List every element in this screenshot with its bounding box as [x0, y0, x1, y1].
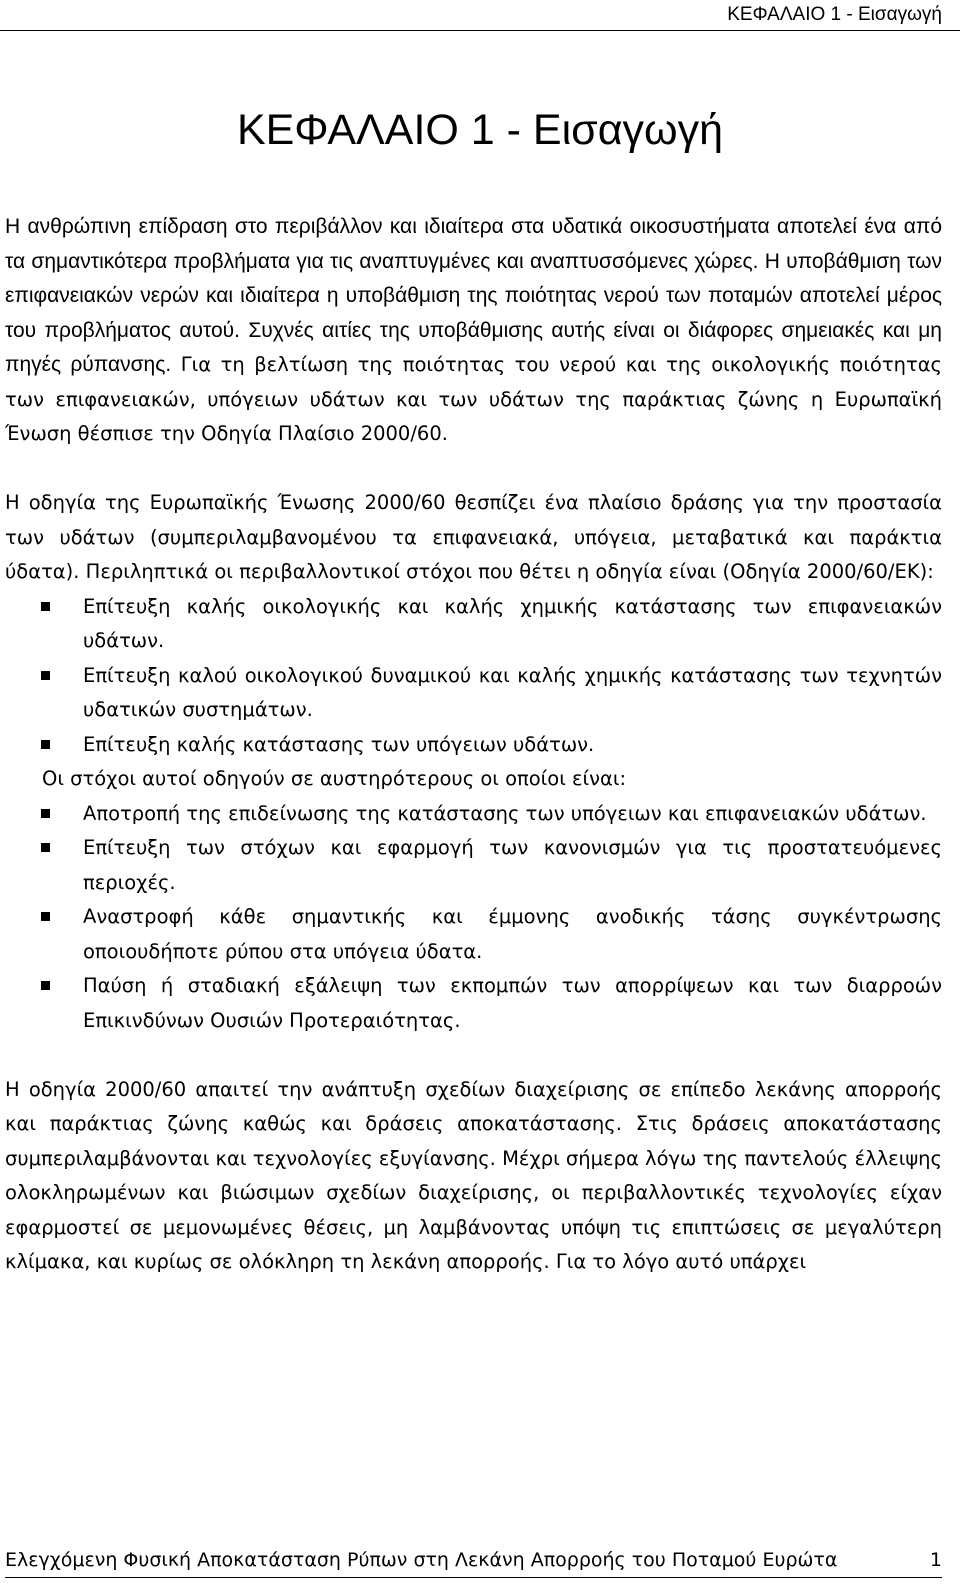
- list-item-text: Επίτευξη των στόχων και εφαρμογή των κανονισμών για τις προστατευόμενες περιοχές.: [83, 836, 942, 894]
- header-rule: [0, 30, 960, 31]
- footer-rule: [5, 1577, 942, 1578]
- bullet-square-icon: [41, 843, 50, 852]
- list-item-text: Παύση ή σταδιακή εξάλειψη των εκπομπών των απορρίψεων και των διαρροών Επικινδύνων Ουσιών Προτεραιότητας.: [83, 974, 942, 1032]
- goals-list: [5, 590, 942, 763]
- list-item: [5, 900, 942, 969]
- bullet-square-icon: [41, 981, 50, 990]
- bullet-square-icon: [41, 671, 50, 680]
- bullet-square-icon: [41, 602, 50, 611]
- strict-goals-intro: Οι στόχοι αυτοί οδηγούν σε αυστηρότερους οι οποίοι είναι:: [42, 767, 627, 790]
- list-item-text: Επίτευξη καλής οικολογικής και καλής χημικής κατάστασης των επιφανειακών υδάτων.: [83, 594, 942, 652]
- footer-title: Ελεγχόμενη Φυσική Αποκατάσταση Ρύπων στη Λεκάνη Απορροής του Ποταμού Ευρώτα: [5, 1549, 838, 1571]
- list-item: [5, 797, 942, 832]
- bullet-square-icon: [41, 912, 50, 921]
- strict-goals-list: [5, 797, 942, 1039]
- list-item: [5, 728, 942, 763]
- bullet-square-icon: [41, 740, 50, 749]
- list-item: [5, 590, 942, 659]
- list-item-text: Αποτροπή της επιδείνωσης της κατάστασης των υπόγειων και επιφανειακών υδάτων.: [83, 801, 927, 825]
- running-header: ΚΕΦΑΛΑΙΟ 1 - Εισαγωγή: [727, 4, 942, 25]
- list-item: [5, 659, 942, 728]
- list-item: [5, 969, 942, 1038]
- bullet-square-icon: [41, 809, 50, 818]
- intro-paragraph: [5, 210, 942, 452]
- closing-paragraph: Η οδηγία 2000/60 απαιτεί την ανάπτυξη σχεδίων διαχείρισης σε επίπεδο λεκάνης απορροής και παράκτιας ζώνης καθώς και δράσεις αποκατάστασης. Στις δράσεις αποκατάστασης συμπεριλαμβάνονται και τεχνολογίες εξυγίανσης. Μέχρι σήμερα λόγω της παντελούς έλλειψης ολοκληρωμένων και βιώσιμων σχεδίων διαχείρισης, οι περιβαλλοντικές τεχνολογίες είχαν εφαρμοστεί σε μεμονωμένες θέσεις, μη λαμβάνοντας υπόψη τις επιπτώσεις σε μεγαλύτερη κλίμακα, και κυρίως σε ολόκληρη τη λεκάνη απορροής. Για το λόγο αυτό υπάρχει: [5, 1077, 942, 1273]
- body-text: [5, 210, 942, 1280]
- page-number: 1: [929, 1549, 942, 1571]
- intro-continuation-text: Για τη βελτίωση της ποιότητας του νερού και της οικολογικής ποιότητας των επιφανειακών, υπόγειων υδάτων και των υδάτων της παράκτιας ζώνης η Ευρωπαϊκή Ένωση θέσπισε την Οδηγία Πλαίσιο 2000/60.: [5, 353, 942, 445]
- list-item-text: Αναστροφή κάθε σημαντικής και έμμονης ανοδικής τάσης συγκέντρωσης οποιουδήποτε ρύπου στα υπόγεια ύδατα.: [83, 905, 942, 963]
- list-item-text: Επίτευξη καλού οικολογικού δυναμικού και καλής χημικής κατάστασης των τεχνητών υδατικών συστημάτων.: [83, 663, 942, 721]
- list-item-text: Επίτευξη καλής κατάστασης των υπόγειων υδάτων.: [83, 732, 595, 756]
- intro-text: Η ανθρώπινη επίδραση στο περιβάλλον και ιδιαίτερα στα υδατικά οικοσυστήματα αποτελεί ένα από τα σημαντικότερα προβλήματα για τις αναπτυγμένες και αναπτυσσόμενες χώρες. Η υποβάθμιση των επιφανειακών νερών και ιδιαίτερα η υποβάθμιση της ποιότητας νερού των ποταμών αποτελεί μέρος του προβλήματος αυτού. Συχνές αιτίες της υποβάθμισης αυτής είναι οι διάφορες σημειακές και μη πηγές ρύπανσης.: [5, 215, 942, 376]
- chapter-title: ΚΕΦΑΛΑΙΟ 1 - Εισαγωγή: [236, 106, 724, 154]
- directive-paragraph: Η οδηγία της Ευρωπαϊκής Ένωσης 2000/60 θεσπίζει ένα πλαίσιο δράσης για την προστασία των υδάτων (συμπεριλαμβανομένου τα επιφανειακά, υπόγεια, μεταβατικά και παράκτια ύδατα). Περιληπτικά οι περιβαλλοντικοί στόχοι που θέτει η οδηγία είναι (Οδηγία 2000/60/ΕΚ):: [5, 491, 942, 583]
- list-item: [5, 831, 942, 900]
